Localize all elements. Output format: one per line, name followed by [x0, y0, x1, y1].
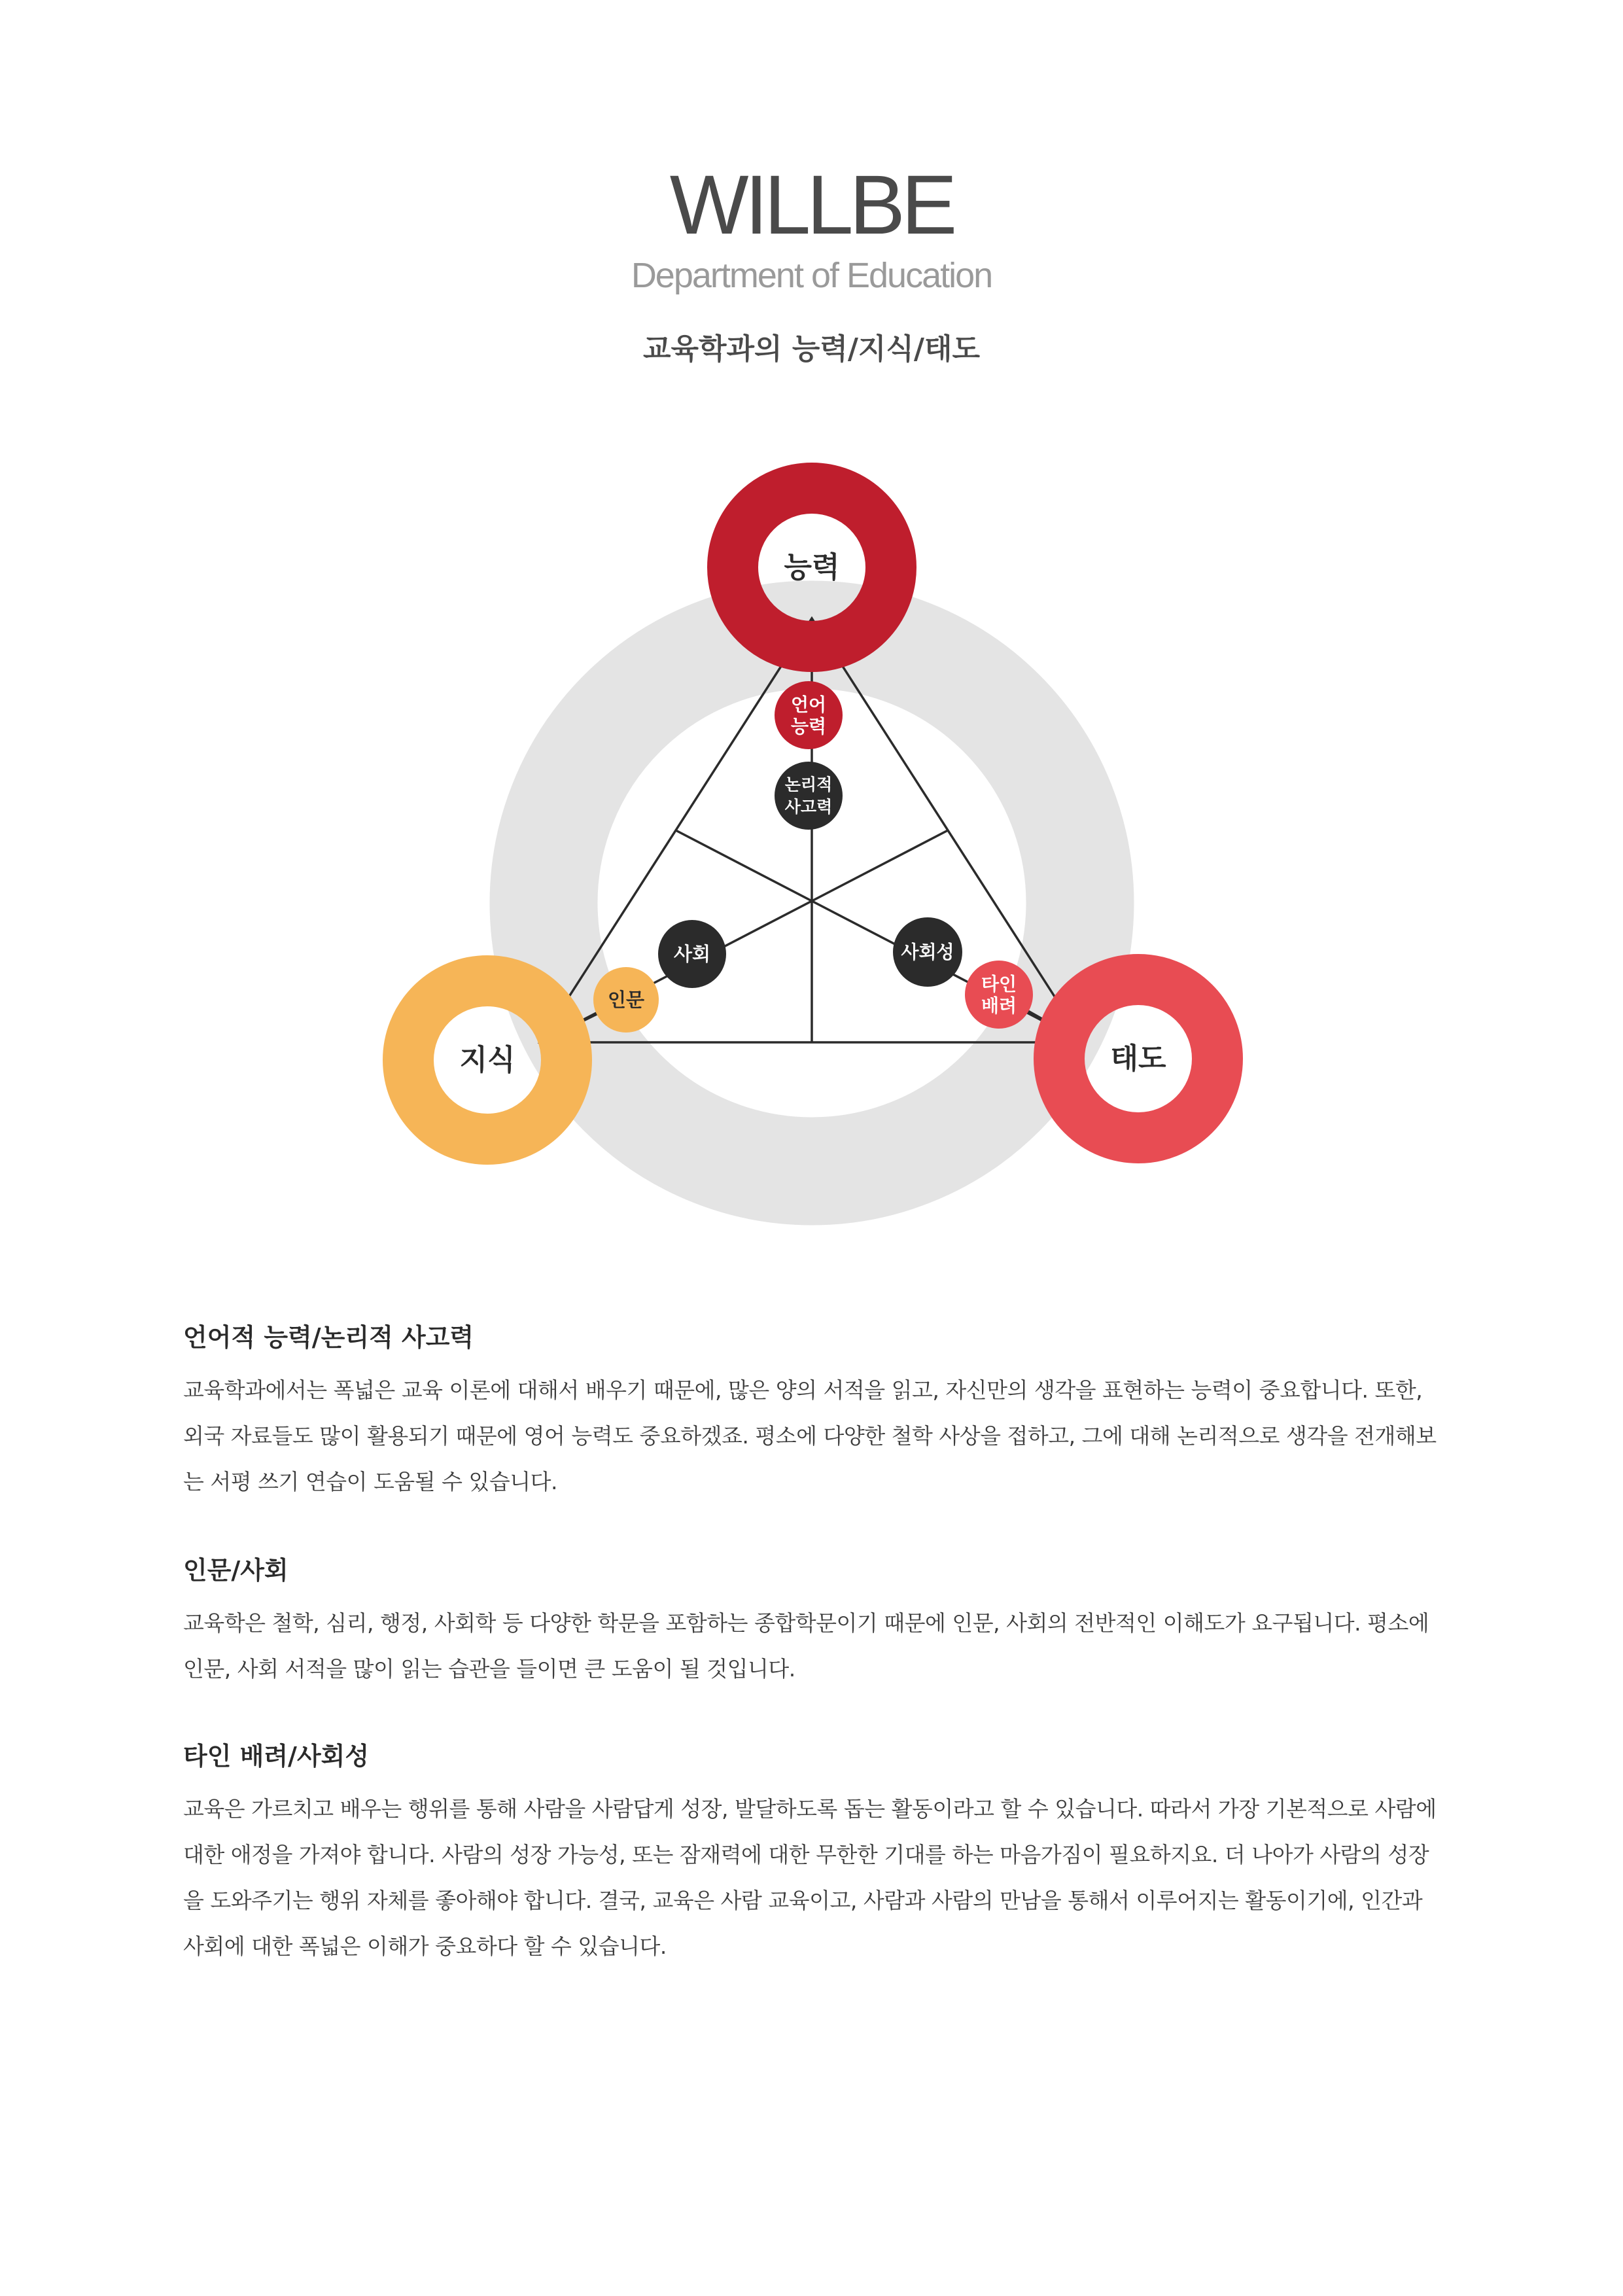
logical-thinking-line2: 사고력 [784, 797, 833, 817]
competency-diagram [0, 419, 1623, 1296]
node-ability [733, 488, 891, 646]
section-title: 언어적 능력/논리적 사고력 [183, 1323, 474, 1352]
section-title: 타인 배려/사회성 [183, 1742, 370, 1771]
consideration-line1: 타인 [981, 973, 1017, 995]
consideration-line2: 배려 [981, 995, 1017, 1017]
node-language-ability [775, 681, 843, 749]
society-label: 사회 [673, 943, 711, 965]
language-ability-line2: 능력 [790, 715, 827, 737]
section-language-logic [183, 1323, 1446, 1505]
section-consideration-sociality [183, 1742, 1446, 1969]
language-ability-line1: 언어 [790, 694, 827, 716]
node-consideration [965, 961, 1033, 1029]
page-subtitle: 교육학과의 능력/지식/태도 [642, 332, 980, 366]
section-body: 교육학은 철학, 심리, 행정, 사회학 등 다양한 학문을 포함하는 종합학문이기 때문에 인문, 사회의 전반적인 이해도가 요구됩니다. 평소에 인문, 사회 서적을 많이 읽는 습관을 들이면 큰 도움이 될 것입니다. [183, 1610, 1429, 1682]
attitude-label: 태도 [1110, 1042, 1166, 1076]
department-label: Department of Education [631, 256, 992, 295]
node-knowledge [408, 981, 567, 1139]
knowledge-label: 지식 [459, 1043, 515, 1077]
node-society [658, 920, 726, 988]
section-title: 인문/사회 [183, 1556, 288, 1585]
logical-thinking-line1: 논리적 [784, 775, 833, 794]
header [0, 158, 1623, 366]
ability-label: 능력 [784, 550, 840, 584]
node-sociality [893, 917, 962, 987]
node-humanities [593, 967, 659, 1033]
humanities-label: 인문 [607, 989, 645, 1011]
willbe-logo: WILLBE [669, 158, 954, 252]
node-attitude [1059, 980, 1217, 1138]
section-humanities-society [183, 1556, 1446, 1692]
section-body: 교육학과에서는 폭넓은 교육 이론에 대해서 배우기 때문에, 많은 양의 서적을 읽고, 자신만의 생각을 표현하는 능력이 중요합니다. 또한, 외국 자료들도 많이 활용되기 때문에 영어 능력도 중요하겠죠. 평소에 다양한 철학 사상을 접하고, 그에 대해 논리적으로 생각을 전개해보는 서평 쓰기 연습이 도움될 수 있습니다. [183, 1377, 1437, 1494]
section-body: 교육은 가르치고 배우는 행위를 통해 사람을 사람답게 성장, 발달하도록 돕는 활동이라고 할 수 있습니다. 따라서 가장 기본적으로 사람에 대한 애정을 가져야 합니다. 사람의 성장 가능성, 또는 잠재력에 대한 무한한 기대를 하는 마음가짐이 필요하지요. 더 나아가 사람의 성장을 도와주기는 행위 자체를 좋아해야 합니다. 결국, 교육은 사람 교육이고, 사람과 사람의 만남을 통해서 이루어지는 활동이기에, 인간과 사회에 대한 폭넓은 이해가 중요하다 할 수 있습니다. [183, 1795, 1437, 1959]
node-logical-thinking [775, 762, 843, 830]
sociality-label: 사회성 [901, 941, 954, 963]
